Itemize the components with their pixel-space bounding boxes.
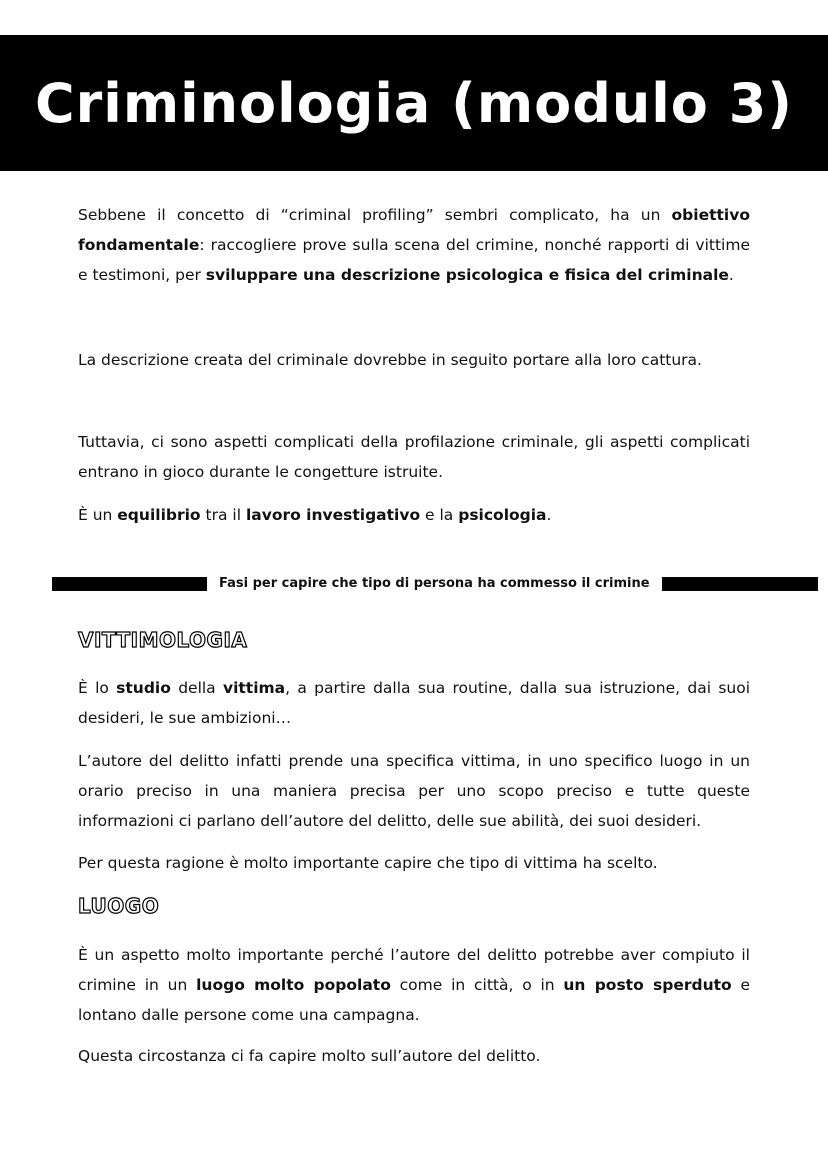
bold-text: studio <box>116 679 171 697</box>
section-divider <box>52 576 775 591</box>
title-banner <box>0 35 828 171</box>
text-run: . <box>546 506 552 524</box>
intro-paragraph-4-wrap <box>78 500 750 530</box>
bold-text: luogo molto popolato <box>196 976 391 994</box>
luogo-paragraph-2-wrap <box>78 1041 750 1071</box>
intro-paragraph-1 <box>78 200 750 290</box>
intro-paragraph-4 <box>78 500 750 530</box>
vittimologia-paragraph-1-wrap <box>78 673 750 733</box>
intro-paragraph-2-wrap <box>78 345 750 375</box>
bold-text: un posto sperduto <box>563 976 732 994</box>
text-run: È lo <box>78 679 117 697</box>
text-run: È un aspetto molto importante perché l’autore del delitto potrebbe aver compiuto il crimine in un <box>78 946 750 994</box>
text-run: . <box>728 266 734 284</box>
bold-text: obiettivo fondamentale <box>78 206 750 254</box>
intro-paragraph-3: Tuttavia, ci sono aspetti complicati della profilazione criminale, gli aspetti complicati entrano in gioco durante le congetture istruite. <box>78 433 750 481</box>
text-run: tra il <box>200 506 246 524</box>
text-run: È un <box>78 506 118 524</box>
text-run: come in città, o in <box>390 976 564 994</box>
intro-paragraph-2: La descrizione creata del criminale dovrebbe in seguito portare alla loro cattura. <box>78 351 702 369</box>
bold-text: lavoro investigativo <box>245 506 421 524</box>
luogo-paragraph-1 <box>78 940 750 1030</box>
bold-text: psicologia <box>458 506 547 524</box>
divider-bar-right <box>662 577 818 591</box>
text-run: , a partire dalla sua routine, dalla sua istruzione, dai suoi desideri, le sue ambizioni… <box>78 679 751 727</box>
text-run: della <box>170 679 223 697</box>
text-run: : raccogliere prove sulla scena del crimine, nonché rapporti di vittime e testimoni, per <box>78 236 750 284</box>
vittimologia-paragraph-3: Per questa ragione è molto importante capire che tipo di vittima ha scelto. <box>78 854 658 872</box>
luogo-paragraph-1-wrap <box>78 940 750 1030</box>
text-run: e la <box>420 506 459 524</box>
text-run: Sebbene il concetto di “criminal profiling” sembri complicato, ha un <box>78 206 672 224</box>
bold-text: vittima <box>222 679 286 697</box>
section-heading-vittimologia: VITTIMOLOGIA <box>78 628 248 652</box>
intro-paragraph-3-wrap <box>78 427 750 487</box>
vittimologia-paragraph-1 <box>78 673 750 733</box>
section-heading-luogo: LUOGO <box>78 894 160 918</box>
divider-bar-left <box>52 577 207 591</box>
page-title: Criminologia (modulo 3) <box>35 71 793 135</box>
bold-text: sviluppare una descrizione psicologica e fisica del criminale <box>205 266 729 284</box>
intro-section <box>78 200 750 290</box>
text-run: e lontano dalle persone come una campagna. <box>78 976 750 1024</box>
divider-label: Fasi per capire che tipo di persona ha commesso il crimine <box>219 576 650 591</box>
luogo-paragraph-2: Questa circostanza ci fa capire molto sull’autore del delitto. <box>78 1047 541 1065</box>
bold-text: equilibrio <box>117 506 201 524</box>
vittimologia-paragraph-2-wrap <box>78 746 750 836</box>
vittimologia-paragraph-2: L’autore del delitto infatti prende una specifica vittima, in uno specifico luogo in un orario preciso in una maniera precisa per uno scopo preciso e tutte queste informazioni ci parlano dell’autore del delitto, delle sue abilità, dei suoi desideri. <box>78 752 750 830</box>
vittimologia-paragraph-3-wrap <box>78 848 750 878</box>
